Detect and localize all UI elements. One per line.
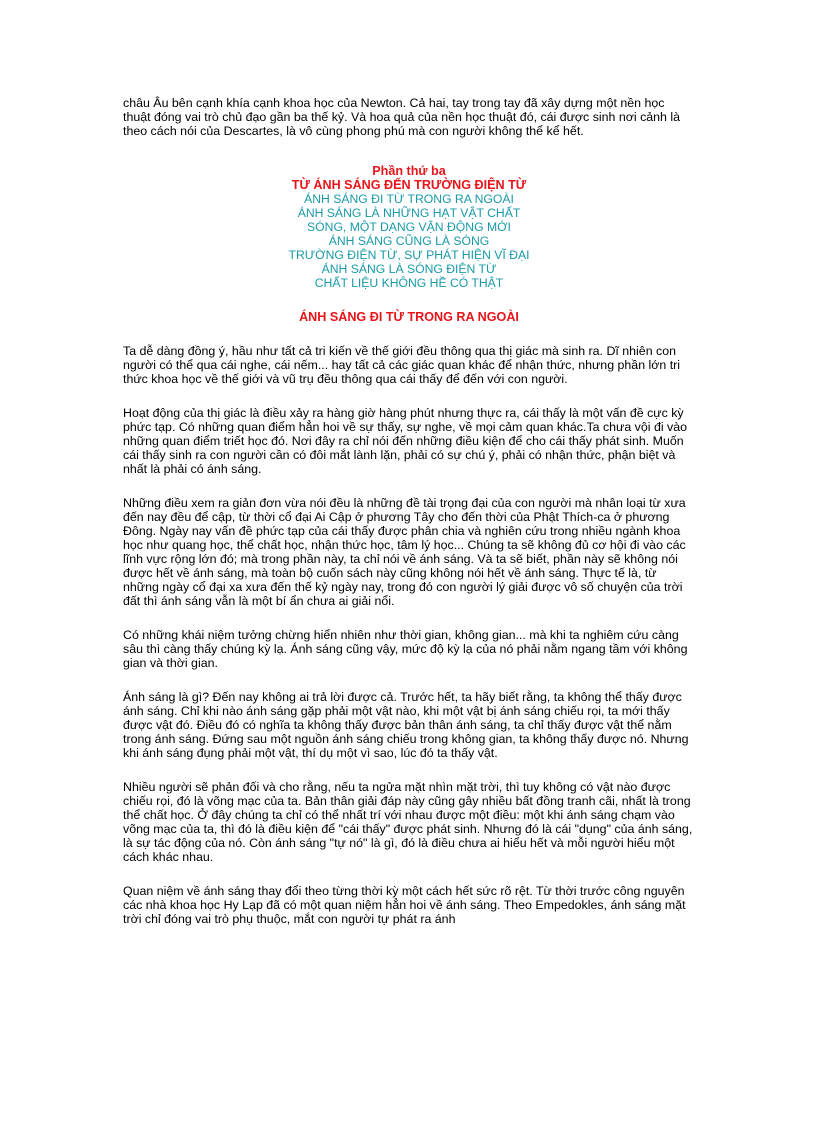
part-header [123, 164, 695, 290]
toc-item: ÁNH SÁNG ĐI TỪ TRONG RA NGOÀI [304, 192, 514, 206]
part-label: Phần thứ ba [372, 164, 446, 178]
body-paragraph: Nhiều người sẽ phản đối và cho rằng, nếu ta ngửa mặt nhìn mặt trời, thì tuy không có vật nào được chiếu rọi, đó là võng mạc của ta. Bản thân giải đáp này cũng gây nhiều bất đồng tranh cãi, nhất là trong thể chất học. Ở đây chúng ta chỉ có thể nhất trí với nhau được một điều: một khi ánh sáng chạm vào võng mạc của ta, thì đó là điều kiện để "cái thấy" được phát sinh. Nhưng đó là cái "dụng" của ánh sáng, là sự tác động của nó. Còn ánh sáng "tự nó" là gì, đó là điều chưa ai hiểu hết và mỗi người hiểu một cách khác nhau. [123, 780, 693, 864]
part-title: TỪ ÁNH SÁNG ĐẾN TRƯỜNG ĐIỆN TỪ [291, 178, 527, 192]
body-paragraph: Có những khái niệm tưởng chừng hiển nhiên như thời gian, không gian... mà khi ta nghiêm cứu càng sâu thì càng thấy chúng kỳ lạ. Ánh sáng cũng vậy, mức độ kỳ lạ của nó phải nằm ngang tầm với không gian và thời gian. [123, 628, 688, 670]
body-paragraph: Quan niệm về ánh sáng thay đổi theo từng thời kỳ một cách hết sức rõ rệt. Từ thời trước công nguyên các nhà khoa học Hy Lạp đã có một quan niệm hẳn hoi về ánh sáng. Theo Empedokles, ánh sáng mặt trời chỉ đóng vai trò phụ thuộc, mắt con người tự phát ra ánh [123, 884, 686, 926]
toc-item: TRƯỜNG ĐIỆN TỪ, SỰ PHÁT HIỆN VĨ ĐẠI [288, 248, 530, 262]
body-paragraph: Ta dễ dàng đồng ý, hầu như tất cả tri kiến về thế giới đều thông qua thị giác mà sinh ra. Dĩ nhiên con người có thể qua cái nghe, cái nếm... hay tất cả các giác quan khác để nhận thức, nhưng phần lớn tri thức khoa học về thế giới và vũ trụ đều thông qua cái thấy để đến với con người. [123, 344, 681, 386]
toc-item: CHẤT LIỆU KHÔNG HỀ CÓ THẬT [314, 276, 504, 290]
body-paragraph: Hoạt động của thị giác là điều xảy ra hàng giờ hàng phút nhưng thực ra, cái thấy là một vấn đề cực kỳ phức tạp. Có những quan điểm hẳn hoi về sự thấy, sự nghe, về mọi cảm quan khác.Ta chưa vội đi vào những quan điểm triết học đó. Nơi đây ra chỉ nói đến những điều kiện để cho cái thấy phát sinh. Muốn cái thấy sinh ra con người cần có đôi mắt lành lặn, phải có sự chú ý, phải có nhận thức, phận biệt và nhất là phải có ánh sáng. [123, 406, 688, 476]
toc-item: SÓNG, MỘT DẠNG VẬN ĐỘNG MỚI [307, 220, 511, 234]
section-heading: ÁNH SÁNG ĐI TỪ TRONG RA NGOÀI [299, 310, 519, 324]
toc-item: ÁNH SÁNG LÀ SÓNG ĐIỆN TỪ [321, 262, 497, 276]
document-page [123, 96, 695, 926]
body-paragraph: Ánh sáng là gì? Đến nay không ai trả lời được cả. Trước hết, ta hãy biết rằng, ta không thể thấy được ánh sáng. Chỉ khi nào ánh sáng gặp phải một vật nào, khi một vật bị ánh sáng chiếu rọi, ta mới thấy được vật đó. Điều đó có nghĩa ta không thấy được bản thân ánh sáng, ta chỉ thấy được vật thể nằm trong ánh sáng. Đứng sau một nguồn ánh sáng chiếu trong không gian, ta không thấy được nó. Nhưng khi ánh sáng đụng phải một vật, thí dụ một vì sao, lúc đó ta thấy vật. [123, 690, 689, 760]
toc-item: ÁNH SÁNG LÀ NHỮNG HẠT VẬT CHẤT [297, 206, 521, 220]
body-paragraph: Những điều xem ra giản đơn vừa nói đều là những đề tài trọng đại của con người mà nhân loại từ xưa đến nay đều để cập, từ thời cổ đại Ai Cập ở phương Tây cho đến thời của Phật Thích-ca ở phương Đông. Ngày nay vấn đề phức tạp của cái thấy được phân chia và nghiên cứu trong nhiều ngành khoa học như quang học, thể chất học, nhận thức học, tâm lý học... Chúng ta sẽ không đủ cơ hội đi vào các lĩnh vực rộng lớn đó; mà trong phần này, ta chỉ nói về ánh sáng. Và ta sẽ biết, phần này sẽ không nói được hết về ánh sáng, mà toàn bộ cuốn sách này cũng không nói hết về ánh sáng. Thực tế là, từ những ngày cổ đại xa xưa đến thế kỷ ngày nay, trong đó con người lý giải được vô số chuyện của trời đất thì ánh sáng vẫn là một bí ẩn chưa ai giải nổi. [123, 496, 686, 608]
toc-item: ÁNH SÁNG CŨNG LÀ SÓNG [328, 234, 490, 248]
part-table-of-contents [123, 192, 695, 290]
intro-paragraph: châu Âu bên cạnh khía cạnh khoa học của Newton. Cả hai, tay trong tay đã xây dựng một nền học thuật đóng vai trò chủ đạo gần ba thế kỷ. Và hoa quả của nền học thuật đó, cái được sinh nơi cảnh là theo cách nói của Descartes, là vô cùng phong phú mà con người không thể kể hết. [123, 96, 681, 138]
